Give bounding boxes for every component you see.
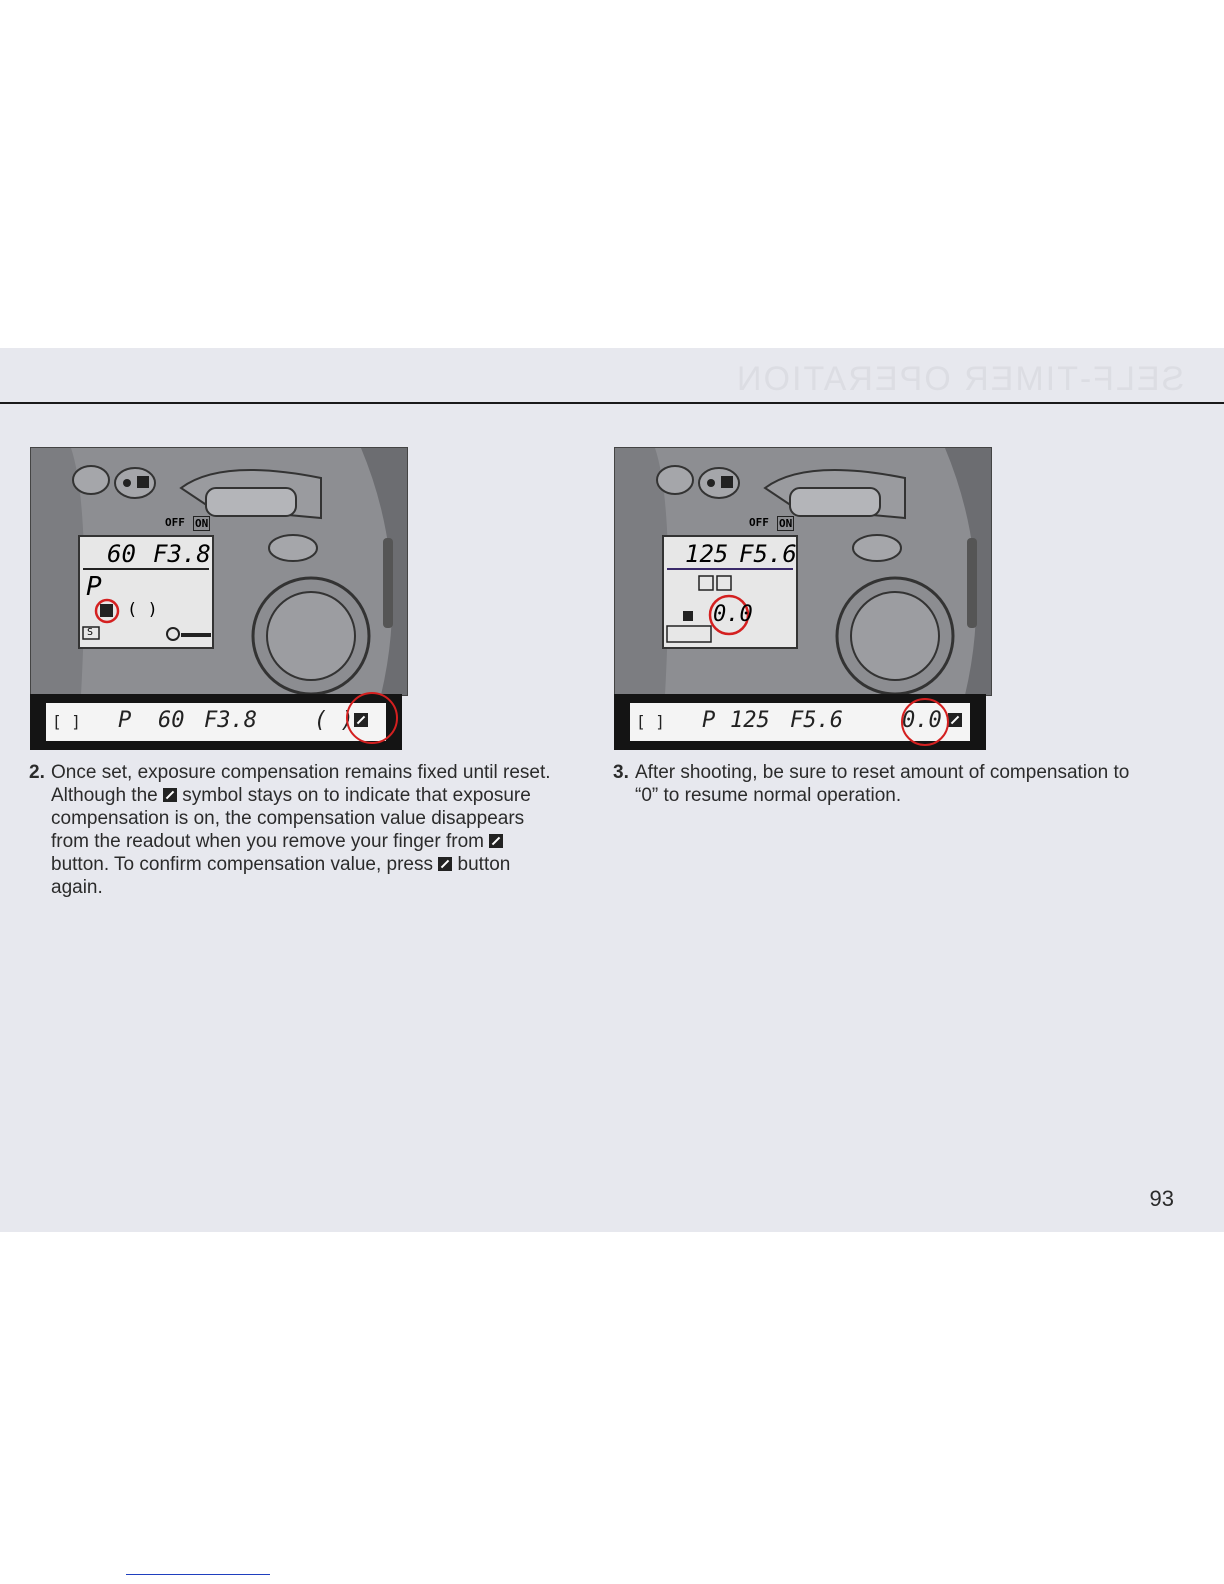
camera-photo-1 bbox=[30, 447, 408, 696]
exposure-compensation-icon-2 bbox=[948, 713, 962, 727]
center-weighted-meter-icon: [ ] bbox=[52, 712, 81, 731]
lcd-compensation: ( ) bbox=[127, 600, 158, 620]
highlight-circle-1 bbox=[346, 692, 398, 744]
lcd-compensation-2: 0.0 bbox=[713, 602, 753, 627]
step-2 bbox=[29, 761, 581, 899]
strip-shutter: 60 bbox=[158, 708, 185, 733]
exposure-compensation-icon-inline bbox=[489, 834, 503, 848]
strip-compensation: ( ) bbox=[314, 708, 354, 733]
step-3-line-1: After shooting, be sure to reset amount of compensation to bbox=[635, 762, 1130, 783]
footer-link-line bbox=[126, 1574, 270, 1575]
exposure-compensation-icon-inline bbox=[438, 857, 452, 871]
lcd-aperture: F3.8 bbox=[153, 540, 211, 568]
strip-mode: P bbox=[118, 708, 132, 733]
camera-photo-2 bbox=[614, 447, 992, 696]
step-2-number: 2. bbox=[29, 762, 45, 783]
step-3-line-2: “0” to resume normal operation. bbox=[635, 785, 902, 806]
exposure-compensation-icon-inline bbox=[163, 788, 177, 802]
highlight-circle-2 bbox=[901, 698, 949, 746]
lcd-aperture-2: F5.6 bbox=[739, 540, 797, 568]
lcd-shutter: 60 bbox=[107, 540, 136, 568]
lcd-mode: P bbox=[86, 572, 102, 602]
strip-aperture-2: F5.6 bbox=[790, 708, 843, 733]
header-rule bbox=[0, 402, 1224, 404]
lcd-shutter-2: 125 bbox=[685, 540, 729, 568]
on-label-2: ON bbox=[779, 517, 793, 530]
center-weighted-meter-icon-2: [ ] bbox=[636, 712, 665, 731]
step-2-line-3: compensation is on, the compensation value disappears bbox=[51, 808, 525, 829]
step-2-line-2: Although the symbol stays on to indicate that exposure bbox=[51, 785, 531, 806]
ghost-header-text: SELF-TIMER OPERATION bbox=[734, 360, 1184, 398]
strip-compensation-2: 0.0 bbox=[902, 708, 942, 733]
step-2-line-1: Once set, exposure compensation remains fixed until reset. bbox=[51, 762, 551, 783]
page-number: 93 bbox=[1149, 1186, 1174, 1211]
step-2-line-6: again. bbox=[51, 877, 103, 898]
step-2-line-5: button. To confirm compensation value, press button bbox=[51, 854, 511, 875]
strip-mode-2: P bbox=[702, 708, 716, 733]
manual-page bbox=[0, 348, 1224, 1232]
strip-aperture: F3.8 bbox=[204, 708, 257, 733]
on-label: ON bbox=[195, 517, 209, 530]
off-label-2: OFF bbox=[749, 516, 769, 529]
lcd-drive-mode: S bbox=[87, 627, 94, 638]
step-2-line-4: from the readout when you remove your finger from bbox=[51, 830, 581, 853]
strip-shutter-2: 125 bbox=[730, 708, 770, 733]
step-3-number: 3. bbox=[613, 762, 629, 783]
off-label: OFF bbox=[165, 516, 185, 529]
step-3 bbox=[613, 761, 1195, 807]
